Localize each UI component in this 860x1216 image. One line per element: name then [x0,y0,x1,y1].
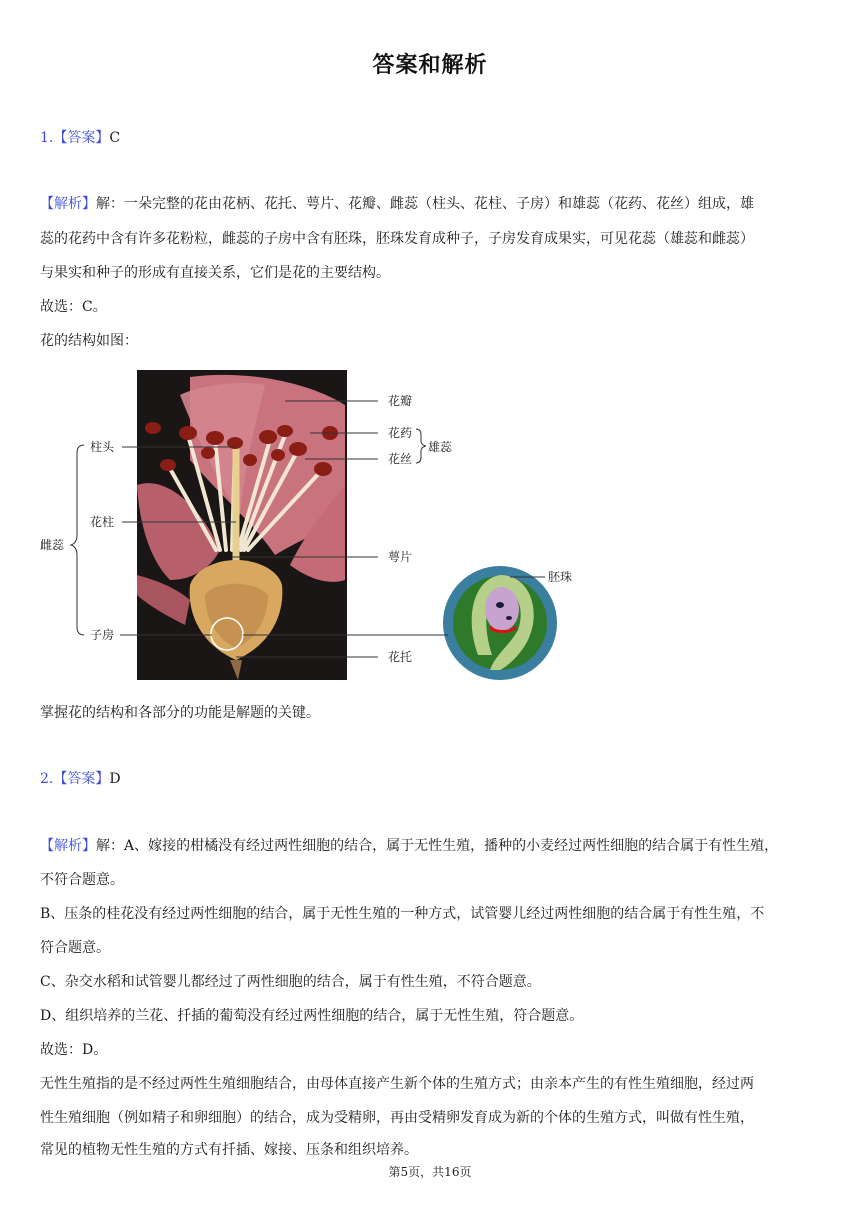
label-stigma: 柱头 [90,440,115,454]
q2-summary-line-3: 常见的植物无性生殖的方式有扦插、嫁接、压条和组织培养。 [40,1142,418,1158]
q2-analysis-text-1: 解：A、嫁接的柑橘没有经过两性细胞的结合，属于无性生殖，播种的小麦经过两性细胞的结合属于有性生殖， [96,838,779,854]
q1-answer-label: 【答案】 [53,130,110,146]
label-filament: 花丝 [388,452,413,466]
q1-figure-intro: 花的结构如图： [40,333,138,349]
label-sepal: 萼片 [388,550,413,564]
q1-analysis-line-2: 蕊的花药中含有许多花粉粒，雌蕊的子房中含有胚珠，胚珠发育成种子，子房发育成果实，可见花蕊（雄蕊和雌蕊） [40,231,754,247]
label-anther: 花药 [388,426,413,440]
label-ovary: 子房 [90,628,115,642]
q2-analysis-line-2: 不符合题意。 [40,872,124,888]
q2-b-line-1: B、压条的桂花没有经过两性细胞的结合，属于无性生殖的一种方式，试管婴儿经过两性细胞的结合属于有性生殖，不 [40,906,765,922]
label-receptacle: 花托 [388,650,413,664]
q1-analysis-line-3: 与果实和种子的形成有直接关系，它们是花的主要结构。 [40,265,390,281]
label-petal: 花瓣 [388,394,413,408]
q2-number: 2. [40,771,54,787]
q1-conclusion: 掌握花的结构和各部分的功能是解题的关键。 [40,705,320,721]
q1-answer-line [40,127,820,149]
label-stamen: 雄蕊 [428,440,453,454]
q2-answer-line [40,768,820,790]
q1-answer-value: C [109,130,121,146]
q2-answer-label: 【答案】 [53,771,110,787]
flower-structure-figure [40,365,600,685]
q1-choice: 故选：C。 [40,299,107,315]
q2-answer-value: D [109,771,121,787]
q2-b-line-2: 符合题意。 [40,940,110,956]
q1-analysis-label: 【解析】 [40,196,96,212]
page-footer: 第5页，共16页 [388,1165,472,1179]
q2-analysis-label: 【解析】 [40,838,96,854]
label-style: 花柱 [90,515,115,529]
ovule-inset [443,566,557,680]
label-ovule: 胚珠 [548,570,573,584]
q2-choice: 故选：D。 [40,1042,108,1058]
label-pistil: 雌蕊 [40,538,65,552]
q1-number: 1. [40,130,54,146]
q1-analysis-line-1 [40,193,820,215]
page-title: 答案和解析 [372,53,488,78]
q2-analysis-line-1 [40,835,820,857]
q2-d-line: D、组织培养的兰花、扦插的葡萄没有经过两性细胞的结合，属于无性生殖，符合题意。 [40,1008,584,1024]
q2-c-line: C、杂交水稻和试管婴儿都经过了两性细胞的结合，属于有性生殖，不符合题意。 [40,974,541,990]
q1-analysis-text-1: 解：一朵完整的花由花柄、花托、萼片、花瓣、雌蕊（柱头、花柱、子房）和雄蕊（花药、花丝）组成，雄 [96,196,754,212]
q2-summary-line-2: 性生殖细胞（例如精子和卵细胞）的结合，成为受精卵，再由受精卵发育成为新的个体的生殖方式，叫做有性生殖， [40,1110,754,1126]
q2-summary-line-1: 无性生殖指的是不经过两性生殖细胞结合，由母体直接产生新个体的生殖方式；由亲本产生的有性生殖细胞，经过两 [40,1076,754,1092]
